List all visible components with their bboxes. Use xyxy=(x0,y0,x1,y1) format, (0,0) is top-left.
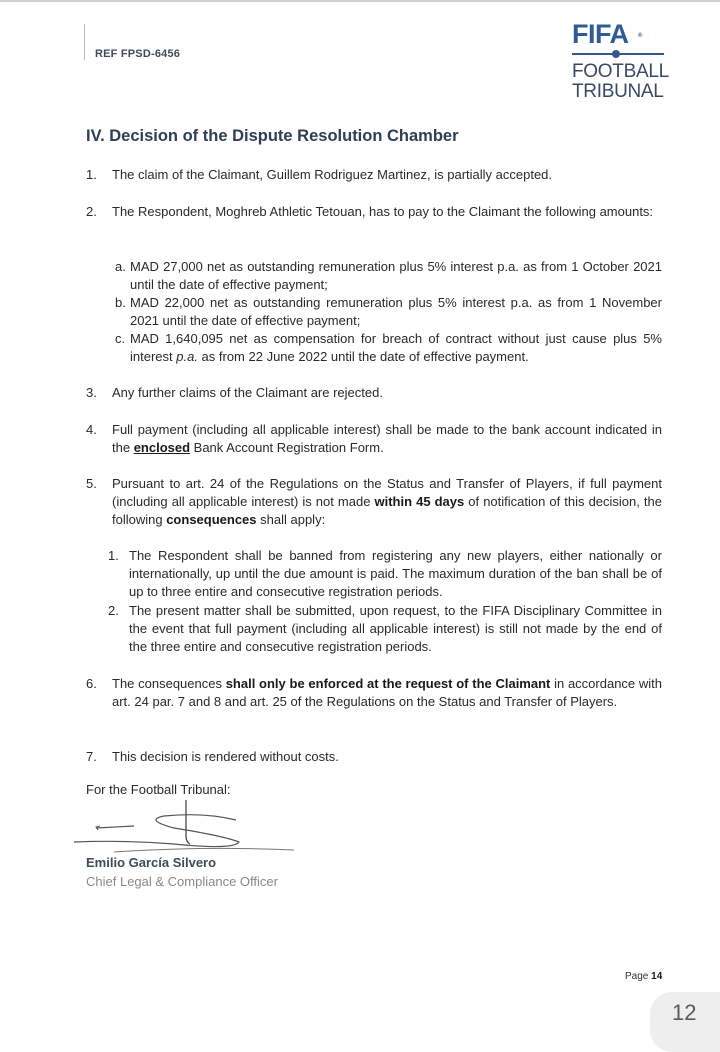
decision-item-5: 5. Pursuant to art. 24 of the Regulations on the Status and Transfer of Players, if full payment (including all applicable interest) is not made within 45 days of notification of this decision, the following consequences shall apply: xyxy=(86,476,662,527)
page-counter-badge[interactable]: 12 xyxy=(650,992,720,1052)
consequence-item-1: 1. The Respondent shall be banned from registering any new players, either nationally or internationally, up until the due amount is paid. The maximum duration of the ban shall be of up to three entire and consecutive registration periods. xyxy=(108,548,662,599)
decision-item-7: 7. This decision is rendered without costs. xyxy=(86,749,339,764)
decision-item-4: 4. Full payment (including all applicable interest) shall be made to the bank account indicated in the enclosed Bank Account Registration Form. xyxy=(86,422,662,455)
logo-line-tribunal: TRIBUNAL xyxy=(572,81,664,102)
logo-line-football: FOOTBALL xyxy=(572,61,669,82)
amount-item-c: c. MAD 1,640,095 net as compensation for breach of contract without just cause plus 5% interest p.a. as from 22 June 2022 until the date of effective payment. xyxy=(115,331,662,364)
reference-divider xyxy=(84,24,85,60)
consequence-item-2: 2. The present matter shall be submitted, upon request, to the FIFA Disciplinary Committee in the event that full payment (including all applicable interest) is still not made by the end of the three entire and consecutive registration periods. xyxy=(108,603,662,654)
top-border xyxy=(0,0,720,2)
fifa-wordmark: FIFA ® xyxy=(572,19,642,49)
decision-item-6: 6. The consequences shall only be enforced at the request of the Claimant in accordance with art. 24 par. 7 and 8 and art. 25 of the Regulations on the Status and Transfer of Players. xyxy=(86,676,663,709)
fifa-football-tribunal-logo xyxy=(572,20,668,102)
enclosed-emphasis: enclosed xyxy=(133,440,191,455)
signer-title: Chief Legal & Compliance Officer xyxy=(86,874,278,889)
amount-item-a: a. MAD 27,000 net as outstanding remuneration plus 5% interest p.a. as from 1 October 2021 until the date of effective payment; xyxy=(115,259,662,292)
decision-item-2: 2. The Respondent, Moghreb Athletic Tetouan, has to pay to the Claimant the following amounts: xyxy=(86,204,654,219)
amount-item-b: b. MAD 22,000 net as outstanding remuneration plus 5% interest p.a. as from 1 November 2021 until the date of effective payment; xyxy=(115,295,662,328)
decision-item-3: 3. Any further claims of the Claimant are rejected. xyxy=(86,385,383,400)
signer-name: Emilio García Silvero xyxy=(86,855,217,870)
logo-divider xyxy=(572,53,664,55)
signature-label: For the Football Tribunal: xyxy=(86,782,231,797)
decision-item-1: 1. The claim of the Claimant, Guillem Rodriguez Martinez, is partially accepted. xyxy=(86,167,553,182)
handwritten-signature xyxy=(74,800,304,856)
reference-number: REF FPSD-6456 xyxy=(95,48,181,60)
section-title: IV. Decision of the Dispute Resolution Chamber xyxy=(86,127,459,145)
page-number: Page 14 xyxy=(625,971,663,982)
